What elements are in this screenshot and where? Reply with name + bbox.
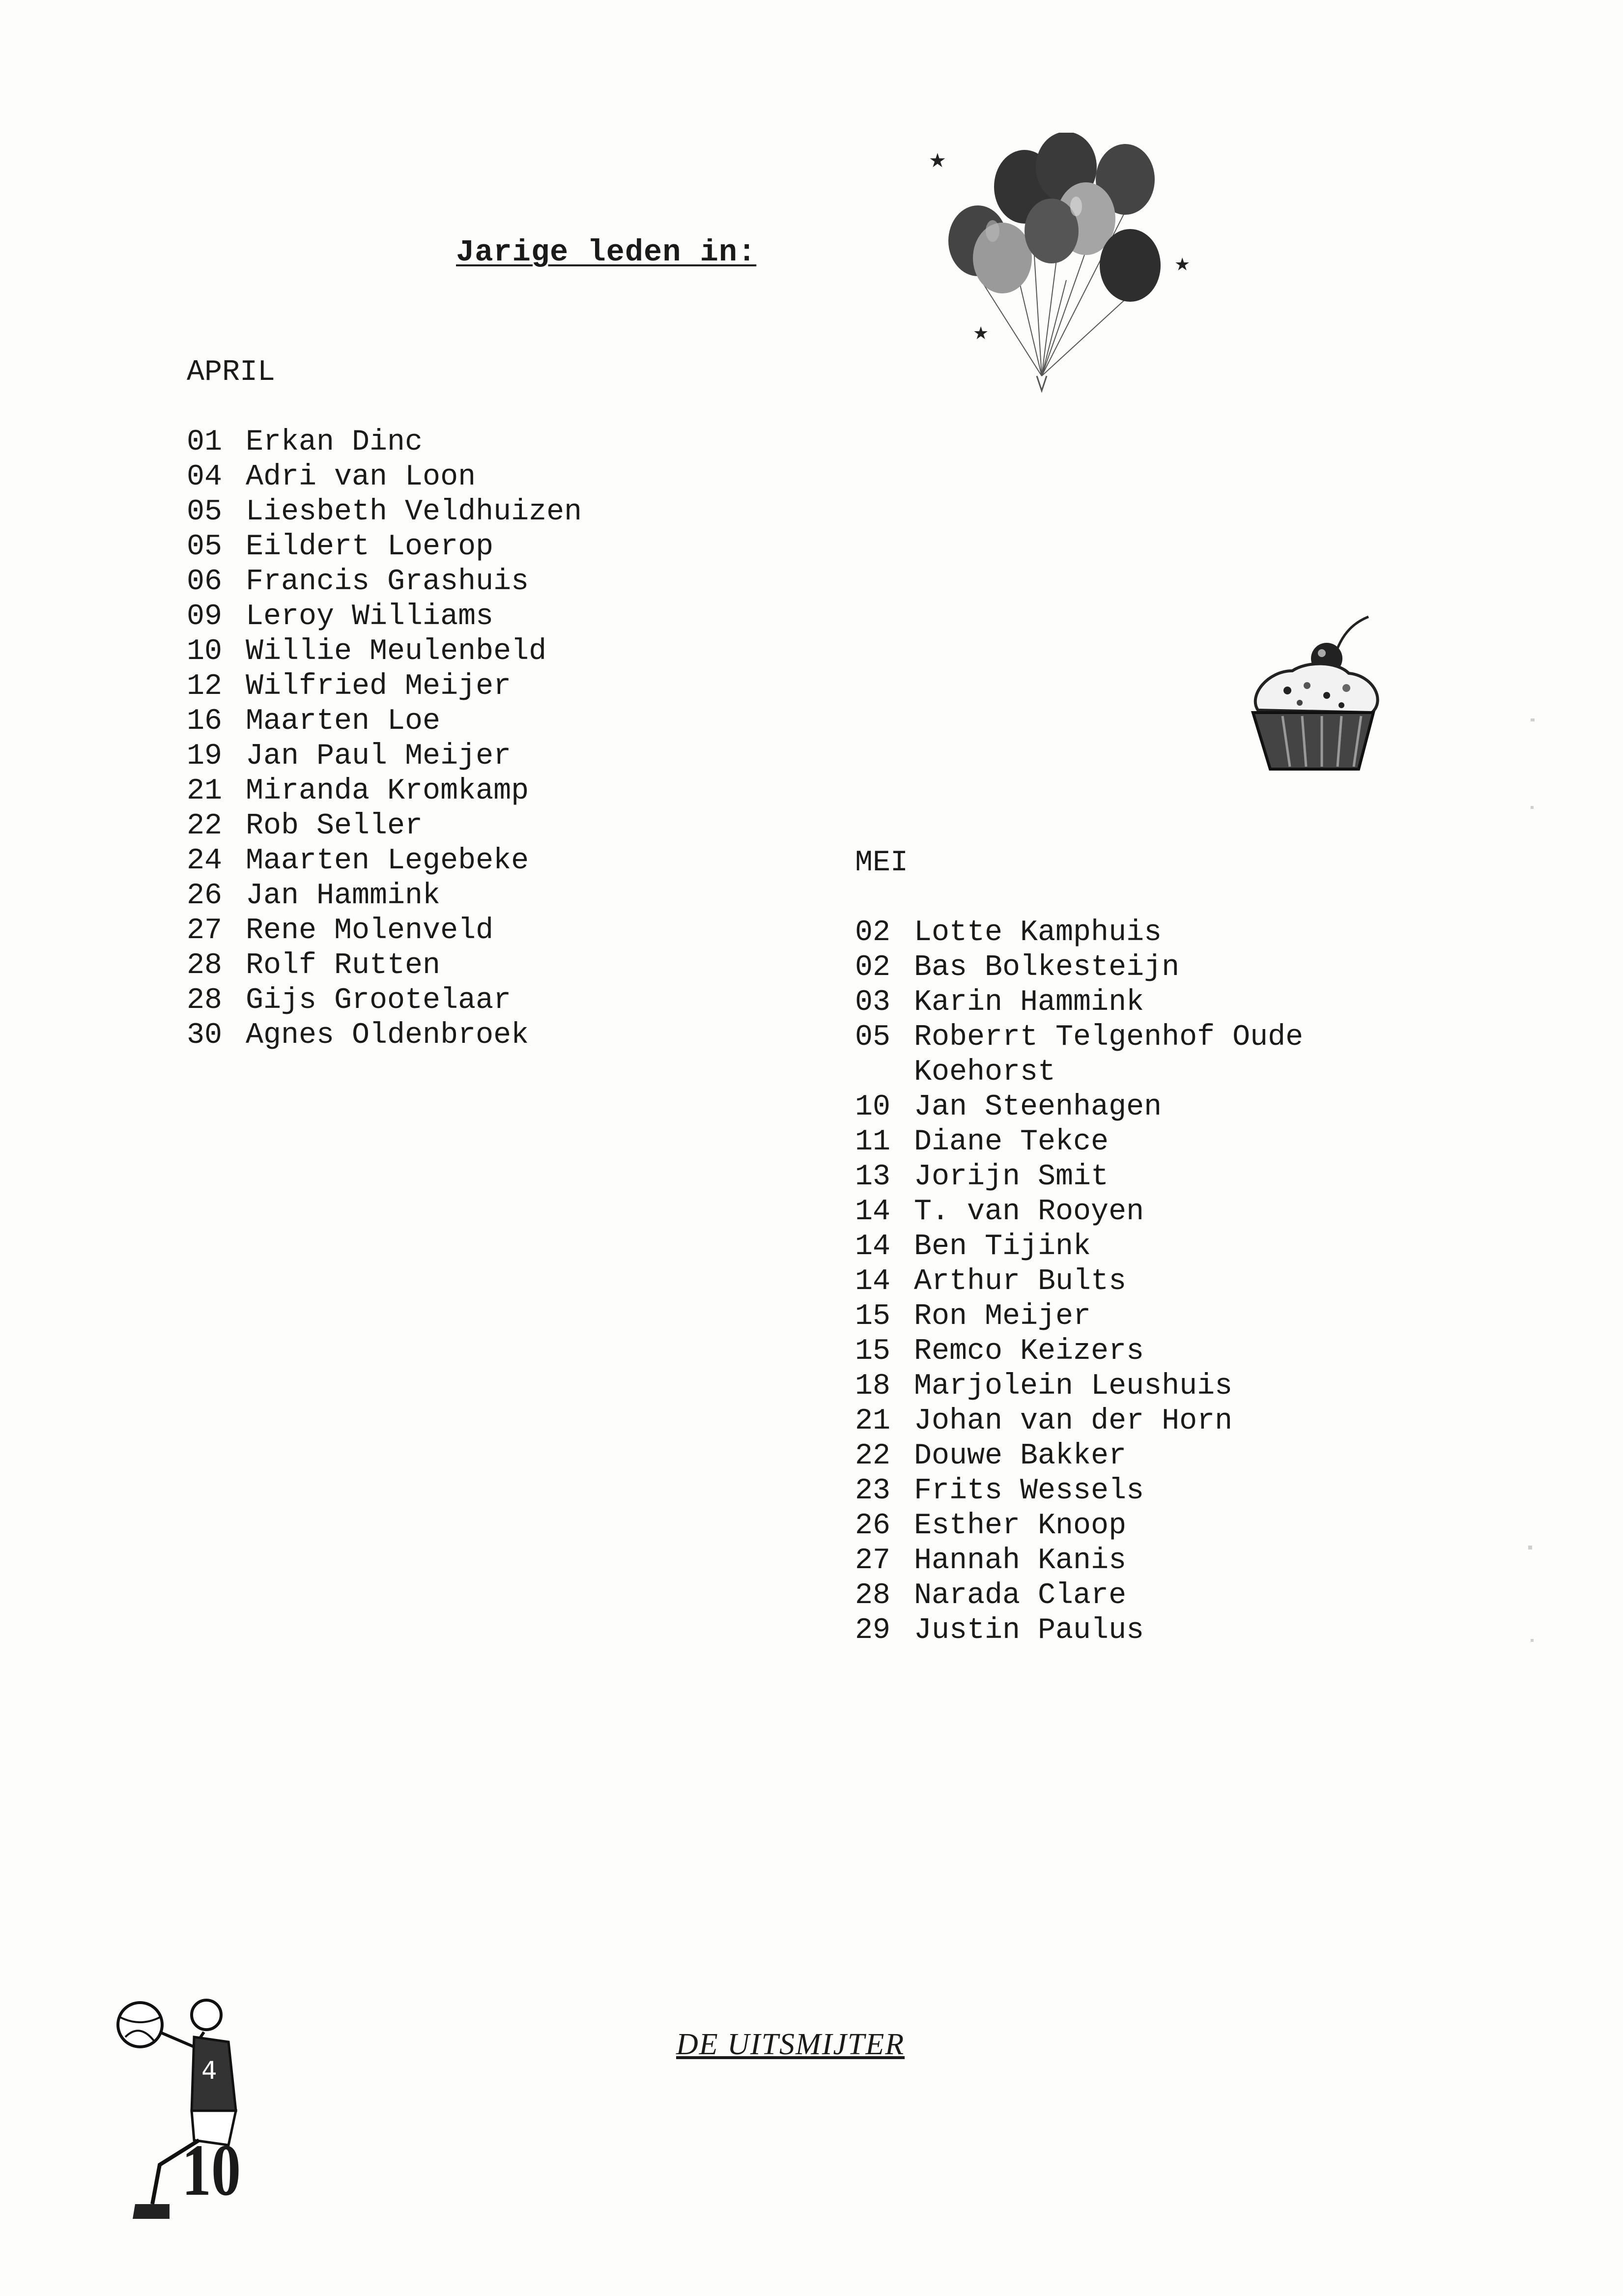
- member-name: Willie Meulenbeld: [246, 635, 547, 668]
- birthday-entry: [855, 985, 1356, 1020]
- cupcake-icon: [1243, 612, 1386, 779]
- birthday-day: 24: [187, 844, 223, 878]
- birthday-entry: [855, 1404, 1356, 1439]
- birthday-day: 10: [187, 635, 223, 668]
- member-name: Justin Paulus: [914, 1614, 1144, 1647]
- birthday-day: 28: [187, 949, 223, 982]
- member-name: Ron Meijer: [914, 1300, 1091, 1333]
- birthday-entry: [855, 1230, 1356, 1264]
- birthday-day: 22: [187, 809, 223, 843]
- member-name: Agnes Oldenbroek: [246, 1019, 529, 1052]
- birthday-day: 18: [855, 1370, 891, 1403]
- member-name: Rolf Rutten: [246, 949, 441, 982]
- birthday-day: 09: [187, 600, 223, 633]
- member-name: Jan Paul Meijer: [246, 740, 512, 773]
- svg-text:4: 4: [201, 2056, 217, 2085]
- birthday-entry: [855, 1090, 1356, 1125]
- member-name: Douwe Bakker: [914, 1439, 1127, 1473]
- birthday-day: 14: [855, 1265, 891, 1298]
- member-name: Marjolein Leushuis: [914, 1370, 1233, 1403]
- birthday-day: 05: [187, 530, 223, 564]
- member-name: Arthur Bults: [914, 1265, 1127, 1298]
- birthday-entry: [187, 739, 688, 774]
- member-name: Eildert Loerop: [246, 530, 494, 564]
- member-name: Jan Steenhagen: [914, 1091, 1162, 1124]
- birthday-entry: [187, 704, 688, 739]
- member-name: Francis Grashuis: [246, 565, 529, 599]
- member-name: Frits Wessels: [914, 1474, 1144, 1508]
- svg-text:★: ★: [1174, 255, 1191, 275]
- birthday-entry: [855, 1195, 1356, 1230]
- birthday-entry: [187, 669, 688, 704]
- member-name: Gijs Grootelaar: [246, 984, 512, 1017]
- birthday-day: 26: [855, 1509, 891, 1543]
- birthday-day: 27: [855, 1544, 891, 1578]
- member-name: Maarten Legebeke: [246, 844, 529, 878]
- svg-text:★: ★: [973, 323, 989, 344]
- birthday-day: 03: [855, 986, 891, 1019]
- birthday-day: 04: [187, 460, 223, 494]
- birthday-entry: [187, 809, 688, 844]
- birthday-day: 14: [855, 1230, 891, 1263]
- birthday-day: 15: [855, 1335, 891, 1368]
- birthday-entry: [187, 914, 688, 948]
- birthday-day: 26: [187, 879, 223, 913]
- member-name: Ben Tijink: [914, 1230, 1091, 1263]
- birthday-day: 30: [187, 1019, 223, 1052]
- page-number: 10: [182, 2129, 241, 2211]
- birthday-entry: [855, 1020, 1356, 1090]
- birthday-entry: [855, 1509, 1356, 1544]
- birthday-day: 05: [187, 495, 223, 529]
- birthday-day: 28: [187, 984, 223, 1017]
- birthday-day: 06: [187, 565, 223, 599]
- birthday-day: 11: [855, 1125, 891, 1159]
- scan-speck: [1528, 1546, 1532, 1550]
- svg-text:★: ★: [929, 149, 946, 172]
- birthday-day: 02: [855, 916, 891, 949]
- birthday-entry: [187, 879, 688, 914]
- month-heading-april: APRIL: [187, 356, 276, 389]
- publication-name: DE UITSMIJTER: [676, 2028, 905, 2061]
- member-name: Wilfried Meijer: [246, 670, 512, 703]
- birthday-day: 15: [855, 1300, 891, 1333]
- birthday-entry: [187, 634, 688, 669]
- birthday-day: 02: [855, 951, 891, 984]
- member-name: Bas Bolkesteijn: [914, 951, 1180, 984]
- member-name: Johan van der Horn: [914, 1405, 1233, 1438]
- birthday-entry: [187, 495, 688, 530]
- birthday-entry: [187, 600, 688, 634]
- birthday-day: 21: [187, 775, 223, 808]
- birthday-entry: [855, 1334, 1356, 1369]
- member-name: Maarten Loe: [246, 705, 441, 738]
- member-name: T. van Rooyen: [914, 1195, 1144, 1229]
- birthday-day: 28: [855, 1579, 891, 1612]
- birthday-entry: [855, 1299, 1356, 1334]
- member-name: Adri van Loon: [246, 460, 476, 494]
- member-name: Esther Knoop: [914, 1509, 1127, 1543]
- member-name: Liesbeth Veldhuizen: [246, 495, 582, 529]
- member-name: Lotte Kamphuis: [914, 916, 1162, 949]
- member-name: Jorijn Smit: [914, 1160, 1109, 1194]
- member-name: Leroy Williams: [246, 600, 494, 633]
- birthday-day: 22: [855, 1439, 891, 1473]
- birthday-entry: [855, 1544, 1356, 1578]
- member-name: Rob Seller: [246, 809, 423, 843]
- member-name: Roberrt Telgenhof Oude Koehorst: [914, 1021, 1304, 1089]
- birthday-day: 29: [855, 1614, 891, 1647]
- birthday-entry: [187, 948, 688, 983]
- birthday-day: 01: [187, 426, 223, 459]
- member-name: Remco Keizers: [914, 1335, 1144, 1368]
- birthday-entry: [187, 460, 688, 495]
- birthday-day: 16: [187, 705, 223, 738]
- member-name: Karin Hammink: [914, 986, 1144, 1019]
- birthday-day: 19: [187, 740, 223, 773]
- birthday-entry: [855, 1439, 1356, 1474]
- scan-speck: [1531, 718, 1535, 721]
- member-name: Rene Molenveld: [246, 914, 494, 947]
- birthday-day: 21: [855, 1405, 891, 1438]
- birthday-list-mei: [855, 916, 1356, 1648]
- birthday-day: 27: [187, 914, 223, 947]
- birthday-day: 14: [855, 1195, 891, 1229]
- scan-speck: [1531, 806, 1534, 809]
- birthday-entry: [187, 844, 688, 879]
- birthday-entry: [187, 774, 688, 809]
- member-name: Hannah Kanis: [914, 1544, 1127, 1578]
- birthday-entry: [187, 565, 688, 600]
- birthday-day: 05: [855, 1021, 891, 1054]
- member-name: Miranda Kromkamp: [246, 775, 529, 808]
- birthday-list-april: [187, 425, 688, 1053]
- birthday-entry: [855, 1578, 1356, 1613]
- birthday-entry: [187, 425, 688, 460]
- birthday-entry: [855, 1125, 1356, 1160]
- balloons-icon: [919, 133, 1214, 408]
- birthday-day: 10: [855, 1091, 891, 1124]
- birthday-entry: [187, 1018, 688, 1053]
- member-name: Narada Clare: [914, 1579, 1127, 1612]
- birthday-entry: [187, 983, 688, 1018]
- member-name: Jan Hammink: [246, 879, 441, 913]
- birthday-entry: [855, 1369, 1356, 1404]
- birthday-day: 12: [187, 670, 223, 703]
- birthday-entry: [855, 1264, 1356, 1299]
- birthday-day: 23: [855, 1474, 891, 1508]
- scan-speck: [1531, 1639, 1534, 1642]
- page-title: Jarige leden in:: [456, 235, 757, 270]
- member-name: Diane Tekce: [914, 1125, 1109, 1159]
- birthday-entry: [855, 1160, 1356, 1195]
- birthday-entry: [855, 916, 1356, 950]
- birthday-entry: [855, 1474, 1356, 1509]
- birthday-entry: [855, 950, 1356, 985]
- birthday-entry: [187, 530, 688, 565]
- birthday-day: 13: [855, 1160, 891, 1194]
- member-name: Erkan Dinc: [246, 426, 423, 459]
- birthday-entry: [855, 1613, 1356, 1648]
- month-heading-mei: MEI: [855, 846, 909, 880]
